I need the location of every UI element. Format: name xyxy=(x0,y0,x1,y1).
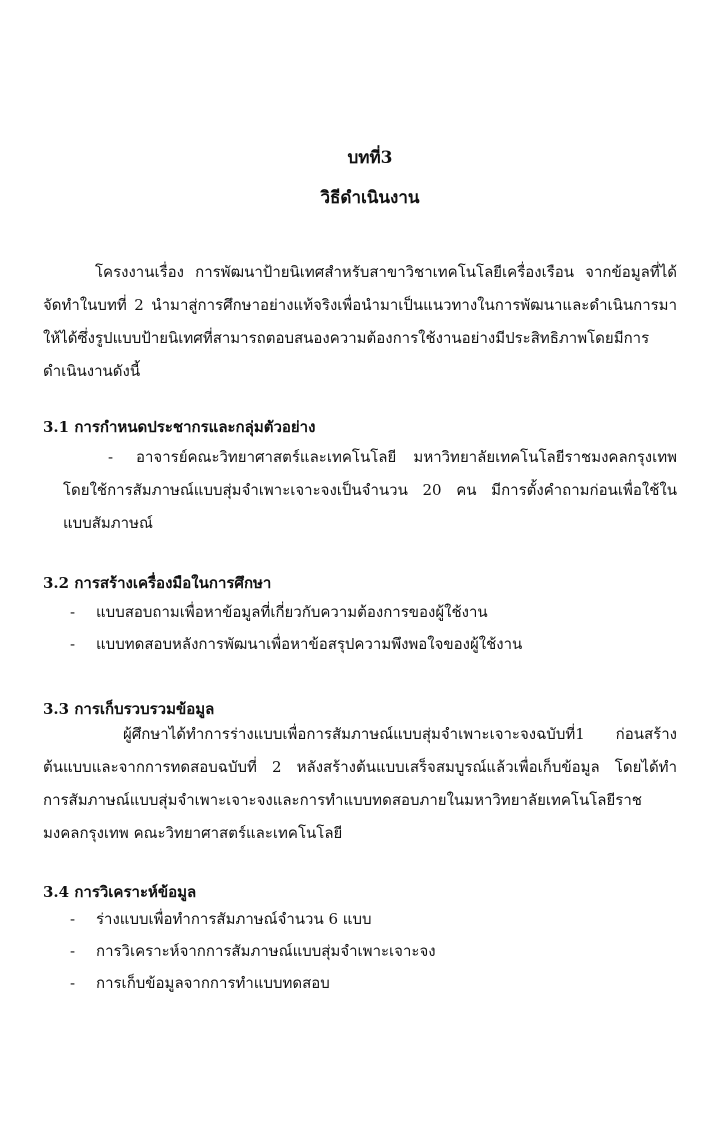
list-item-text: แบบสอบถามเพื่อหาข้อมูลที่เกี่ยวกับความต้องการของผู้ใช้งาน xyxy=(96,603,488,621)
section-title-3-2: 3.2 การสร้างเครื่องมือในการศึกษา xyxy=(43,574,272,592)
list-item-text: แบบทดสอบหลังการพัฒนาเพื่อหาข้อสรุปความพึงพอใจของผู้ใช้งาน xyxy=(96,635,523,653)
list-item-text: การเก็บข้อมูลจากการทำแบบทดสอบ xyxy=(96,974,330,992)
section-3-3-paragraph xyxy=(43,718,677,850)
chapter-number: บทที่3 xyxy=(347,148,393,168)
intro-line: โครงงานเรื่อง การพัฒนาป้ายนิเทศสำหรับสาขาวิชาเทคโนโลยีเครื่องเรือน จากข้อมูลที่ได้ xyxy=(95,263,677,281)
list-item xyxy=(70,596,670,628)
bullet-dash: - xyxy=(70,910,76,928)
bullet-dash: - xyxy=(108,448,114,466)
section-3-3-line: มงคลกรุงเทพ คณะวิทยาศาสตร์และเทคโนโลยี xyxy=(43,824,343,842)
section-3-4-list xyxy=(70,903,670,999)
chapter-title: วิธีดำเนินงาน xyxy=(320,188,420,208)
section-title-3-3: 3.3 การเก็บรวบรวมข้อมูล xyxy=(43,700,215,718)
bullet-dash: - xyxy=(70,635,76,653)
list-item xyxy=(70,967,670,999)
section-3-3-line: การสัมภาษณ์แบบสุ่มจำเพาะเจาะจงและการทำแบบทดสอบภายในมหาวิทยาลัยเทคโนโลยีราช xyxy=(43,791,642,809)
intro-line: ดำเนินงานดังนี้ xyxy=(43,362,141,380)
bullet-dash: - xyxy=(70,603,76,621)
list-item xyxy=(70,935,670,967)
section-3-1-line: โดยใช้การสัมภาษณ์แบบสุ่มจำเพาะเจาะจงเป็นจำนวน 20 คน มีการตั้งคำถามก่อนเพื่อใช้ใน xyxy=(63,481,677,499)
list-item xyxy=(70,903,670,935)
intro-paragraph xyxy=(43,256,677,388)
section-3-1-line: แบบสัมภาษณ์ xyxy=(63,514,153,532)
list-item xyxy=(70,628,670,660)
list-item-text: ร่างแบบเพื่อทำการสัมภาษณ์จำนวน 6 แบบ xyxy=(96,910,372,928)
section-3-1-text: อาจารย์คณะวิทยาศาสตร์และเทคโนโลยี มหาวิทยาลัยเทคโนโลยีราชมงคลกรุงเทพ xyxy=(136,448,677,466)
intro-line: ให้ได้ซึ่งรูปแบบป้ายนิเทศที่สามารถตอบสนองความต้องการใช้งานอย่างมีประสิทธิภาพโดยมีการ xyxy=(43,329,650,347)
section-3-1-body xyxy=(63,441,677,540)
list-item-text: การวิเคราะห์จากการสัมภาษณ์แบบสุ่มจำเพาะเจาะจง xyxy=(96,942,436,960)
section-3-1-line xyxy=(63,441,677,474)
section-title-3-4: 3.4 การวิเคราะห์ข้อมูล xyxy=(43,883,197,901)
section-3-3-line: ต้นแบบและจากการทดสอบฉบับที่ 2 หลังสร้างต้นแบบเสร็จสมบูรณ์แล้วเพื่อเก็บข้อมูล โดยได้ทำ xyxy=(43,758,677,776)
section-title-3-1: 3.1 การกำหนดประชากรและกลุ่มตัวอย่าง xyxy=(43,418,316,436)
intro-line: จัดทำในบทที่ 2 นำมาสู่การศึกษาอย่างแท้จริงเพื่อนำมาเป็นแนวทางในการพัฒนาและดำเนินการมา xyxy=(43,296,677,314)
bullet-dash: - xyxy=(70,974,76,992)
bullet-dash: - xyxy=(70,942,76,960)
section-3-2-list xyxy=(70,596,670,660)
section-3-3-line: ผู้ศึกษาได้ทำการร่างแบบเพื่อการสัมภาษณ์แบบสุ่มจำเพาะเจาะจงฉบับที่1 ก่อนสร้าง xyxy=(123,725,677,743)
